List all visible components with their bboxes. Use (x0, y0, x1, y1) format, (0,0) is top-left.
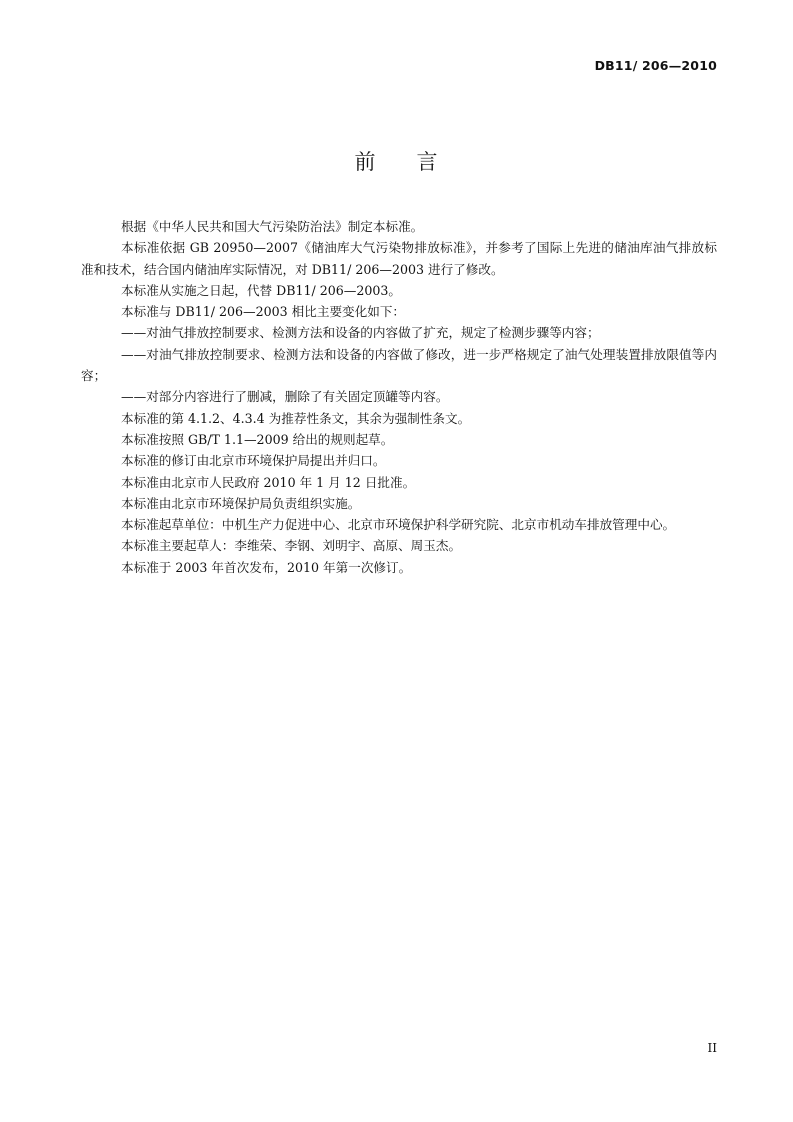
paragraph: 本标准依据 GB 20950—2007《储油库大气污染物排放标准》，并参考了国际上先进的储油库油气排放标准和技术，结合国内储油库实际情况，对 DB11/ 206—2003 进行了修改。 (81, 240, 717, 277)
paragraph: 本标准与 DB11/ 206—2003 相比主要变化如下： (121, 304, 406, 320)
paragraph: 本标准由北京市人民政府 2010 年 1 月 12 日批准。 (121, 474, 416, 490)
list-item: ——对油气排放控制要求、检测方法和设备的内容做了扩充，规定了检测步骤等内容； (121, 325, 600, 341)
document-code: DB11/ 206—2010 (594, 58, 717, 73)
paragraph: 根据《中华人民共和国大气污染防治法》制定本标准。 (121, 219, 424, 234)
title-char-2: 言 (416, 150, 439, 174)
title-char-1: 前 (354, 150, 377, 174)
paragraph: 本标准按照 GB/T 1.1—2009 给出的规则起草。 (121, 431, 394, 447)
paragraph: 本标准从实施之日起，代替 DB11/ 206—2003。 (121, 282, 402, 298)
paragraph: 本标准的第 4.1.2、4.3.4 为推荐性条文，其余为强制性条文。 (121, 410, 471, 426)
paragraph: 本标准于 2003 年首次发布，2010 年第一次修订。 (121, 559, 412, 575)
list-item: ——对部分内容进行了删减，删除了有关固定顶罐等内容。 (121, 389, 449, 405)
paragraph: 本标准由北京市环境保护局负责组织实施。 (121, 495, 361, 511)
paragraph: 本标准的修订由北京市环境保护局提出并归口。 (121, 453, 386, 469)
list-item: ——对油气排放控制要求、检测方法和设备的内容做了修改，进一步严格规定了油气处理装置排放限值等内容； (81, 346, 717, 384)
page-title (0, 146, 793, 176)
paragraph: 本标准主要起草人：李维荣、李钢、刘明宇、高原、周玉杰。 (121, 538, 462, 554)
paragraph: 本标准起草单位：中机生产力促进中心、北京市环境保护科学研究院、北京市机动车排放管理中心。 (121, 517, 676, 533)
page-number: II (707, 1041, 717, 1055)
foreword-body (81, 216, 717, 578)
